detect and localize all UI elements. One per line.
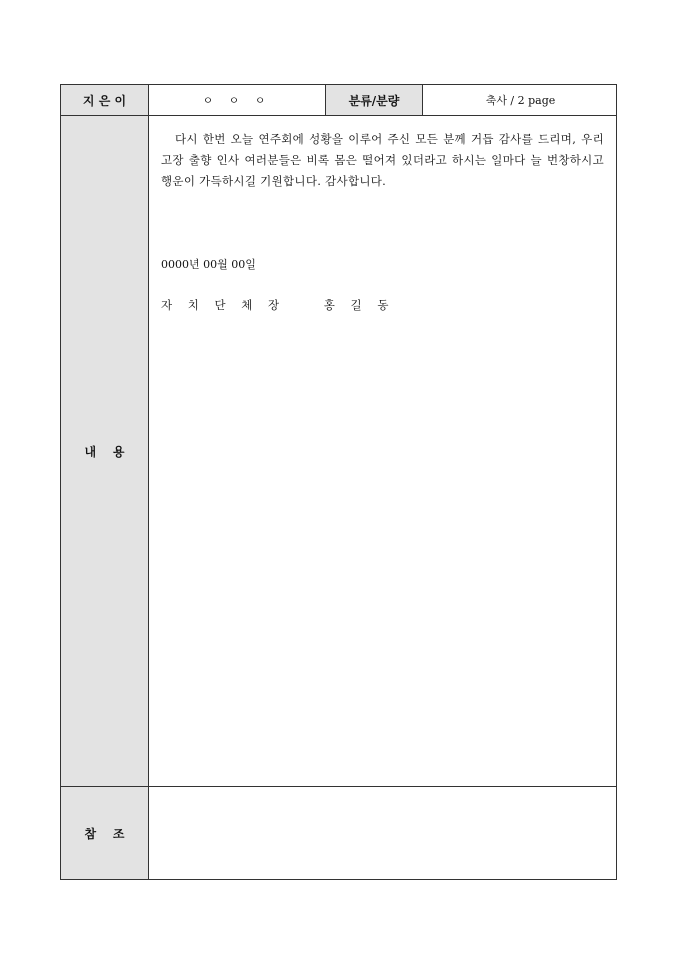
reference-body xyxy=(149,787,616,879)
content-date: 0000년 00월 00일 xyxy=(161,258,256,271)
content-body xyxy=(149,116,616,786)
reference-row xyxy=(61,787,616,879)
author-value: ㅇ ㅇ ㅇ xyxy=(149,85,326,115)
category-value: 축사 / 2 page xyxy=(485,94,556,107)
author-label: 지 은 이 xyxy=(61,85,149,115)
reference-label-text: 참 조 xyxy=(84,826,125,841)
content-label-text: 내 용 xyxy=(84,444,125,459)
reference-label xyxy=(61,787,149,879)
content-signature: 자 치 단 체 장 홍 길 동 xyxy=(161,298,395,312)
content-row xyxy=(61,116,616,787)
category-label: 분류/분량 xyxy=(326,85,423,115)
content-paragraph: 다시 한번 오늘 연주회에 성황을 이루어 주신 모든 분께 거듭 감사를 드리며, 우리 고장 출향 인사 여러분들은 비록 몸은 떨어져 있더라고 하시는 일마다 늘 번창하시고 행운이 가득하시길 기원합니다. 감사합니다. xyxy=(161,132,604,188)
header-row xyxy=(61,85,616,116)
content-label xyxy=(61,116,149,786)
document-form xyxy=(60,84,617,880)
